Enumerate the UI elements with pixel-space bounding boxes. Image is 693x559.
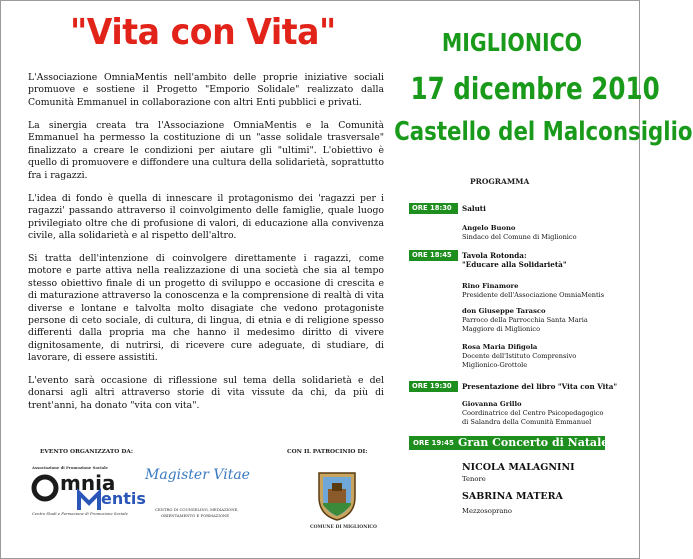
paragraph-2: La sinergia creata tra l'Associazione OmniaMentis e la Comunità Emmanuel ha permesso la costituzione di un "asse solidale trasversale" finalizzato a creare le condizioni per aiutare gli "ultimi". L'obiettivo è quello di promuovere e diffondere una cultura della solidarietà, soprattutto fra i ragazzi.	[28, 120, 384, 181]
omnia-logo-top: Associazione di Promozione Sociale	[32, 465, 108, 470]
time-badge-2: ORE 18:45	[409, 250, 458, 261]
venue: Castello del Malconsiglio	[394, 117, 693, 147]
speaker-role: Parroco della Parrocchia Santa Maria	[462, 316, 588, 324]
event-tavola: Tavola Rotonda:	[462, 251, 527, 260]
mentis-m-icon	[78, 491, 100, 511]
event-date: 17 dicembre 2010	[410, 72, 660, 107]
performer-name: SABRINA MATERA	[462, 491, 563, 502]
program-heading: PROGRAMMA	[470, 177, 530, 186]
paragraph-1: L'Associazione OmniaMentis nell'ambito delle proprie iniziative sociali promuove e sostiene il Progetto "Emporio Solidale" realizzato dalla Comunità Emmanuel in collaborazione con altri Enti pubblici e privati.	[28, 72, 384, 108]
paragraph-5: L'evento sarà occasione di riflessione sul tema della solidarietà e del donarsi agli altri attraverso storie di vita vissute da chi, da più di trent'anni, ha donato "vita con vita".	[28, 375, 384, 411]
speaker-role-line2: Miglionico-Grottole	[462, 361, 528, 369]
paragraph-3: L'idea di fondo è quella di innescare il protagonismo dei 'ragazzi per i ragazzi' passando attraverso il coinvolgimento delle famiglie, quale luogo privilegiato oltre che di profusione di valori, di educazione alla convivenza civile, alla solidarietà e al rispetto dell'altro.	[28, 193, 384, 242]
performer-role: Tenore	[462, 475, 486, 483]
speaker-role-line2: Maggiore di Miglionico	[462, 325, 541, 333]
comune-label: COMUNE DI MIGLIONICO	[310, 525, 377, 530]
magister-word: Magister Vitae	[145, 467, 250, 483]
omnia-word: mnia	[60, 471, 116, 495]
magister-sub-2: ORIENTAMENTO E FORMAZIONE	[161, 513, 230, 518]
speaker-name: don Giuseppe Tarasco	[462, 307, 546, 315]
event-saluti: Saluti	[462, 204, 486, 213]
event-book: Presentazione del libro "Vita con Vita"	[462, 382, 618, 391]
time-badge-1: ORE 18:30	[409, 203, 458, 214]
concert-label: Gran Concerto di Natale	[458, 436, 609, 449]
concert-time: ORE 19:45	[413, 439, 454, 447]
mentis-word: entis	[101, 489, 146, 508]
time-badge-3: ORE 19:30	[409, 381, 458, 392]
speaker-role-line2: di Salandra della Comunità Emmanuel	[462, 418, 592, 426]
speaker-role: Presidente dell'Associazione OmniaMentis	[462, 291, 605, 299]
speaker-name: Rino Finamore	[462, 282, 519, 290]
location: MIGLIONICO	[441, 28, 583, 57]
patronage-label: CON IL PATROCINIO DI:	[287, 449, 368, 455]
speaker-name: Rosa Maria Difigola	[462, 343, 538, 351]
omnia-mentis-logo	[28, 465, 146, 525]
magister-vitae-logo	[145, 465, 265, 525]
speaker-role: Sindaco del Comune di Miglionico	[462, 233, 577, 241]
comune-crest-icon	[314, 467, 360, 521]
speaker-role: Coordinatrice del Centro Psicopedagogico	[462, 409, 604, 417]
organized-by-label: EVENTO ORGANIZZATO DA:	[40, 449, 134, 455]
performer-role: Mezzosoprano	[462, 507, 512, 515]
event-tavola-title: "Educare alla Solidarietà"	[462, 260, 567, 269]
speaker-role: Docente dell'Istituto Comprensivo	[462, 352, 577, 360]
magister-sub-1: CENTRO DI COUNSELING, MEDIAZIONE,	[155, 507, 239, 512]
speaker-name: Giovanna Grillo	[462, 400, 522, 408]
paragraph-4: Si tratta dell'intenzione di coinvolgere direttamente i ragazzi, come motore e parte attiva nella realizzazione di una società che sia al tempo stesso obiettivo finale di un progetto di sviluppo e occasione di crescita e di maturazione attraverso la conoscenza e la comprensione di realtà di vita diverse e lontane e talvolta molto disagiate che vedono protagoniste persone di ceto sociale, di cultura, di lingua, di etnia e di religione spesso differenti dalla propria ma che hanno il medesimo diritto di vivere dignitosamente, di nutrirsi, di ricevere cure adeguate, di studiare, di lavorare, di essere assistiti.	[28, 253, 384, 364]
omnia-o-icon	[30, 473, 60, 503]
omnia-logo-sub: Centro Studi e Formazione di Promozione Sociale	[32, 511, 128, 516]
performer-name: NICOLA MALAGNINI	[462, 462, 575, 473]
page-title: "Vita con Vita"	[70, 12, 336, 53]
speaker-name: Angelo Buono	[462, 224, 516, 232]
